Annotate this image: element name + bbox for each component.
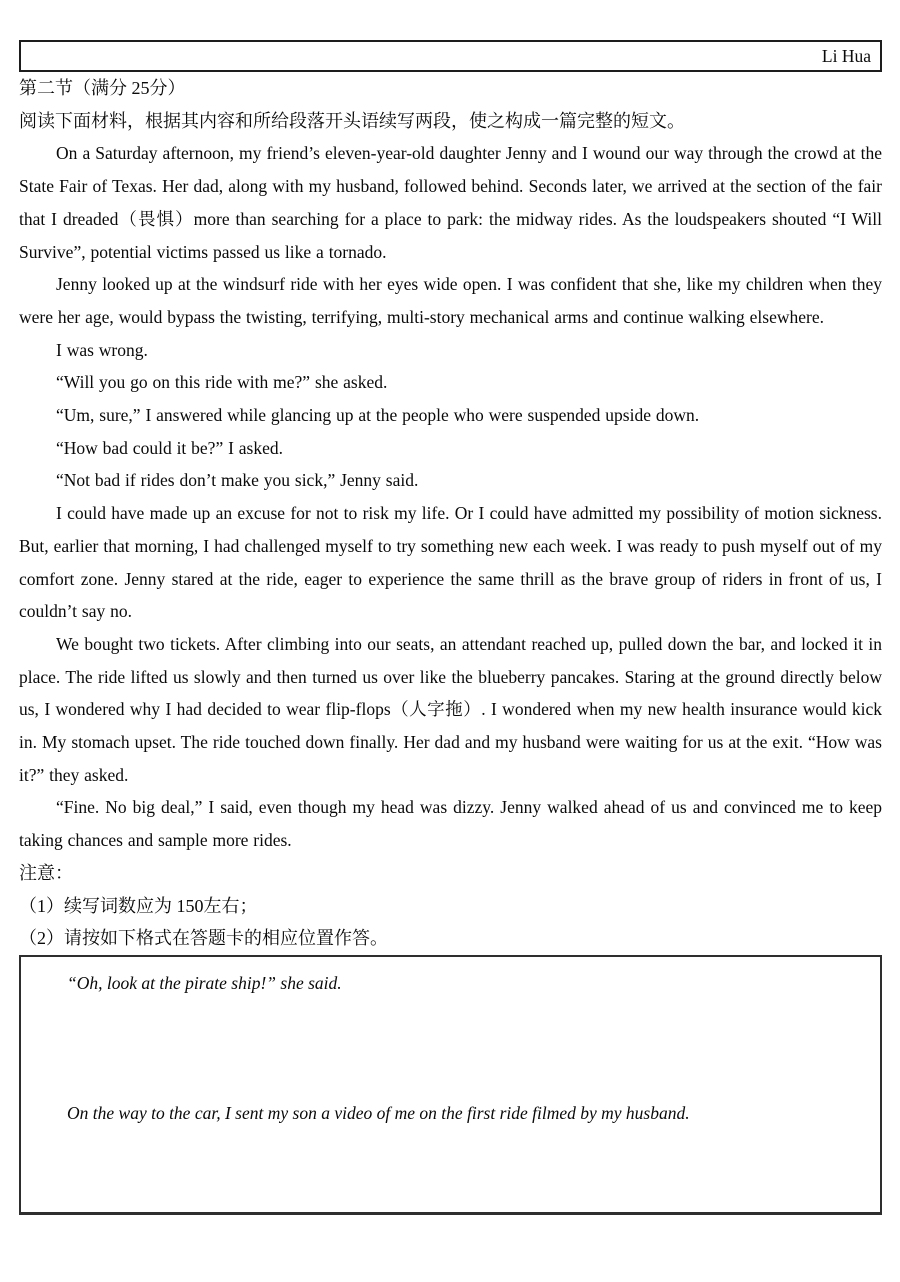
passage-paragraph: On a Saturday afternoon, my friend’s eleven-year-old daughter Jenny and I wound our way through the crowd at the State Fair of Texas. Her dad, along with my husband, followed behind. Seconds later, we arrived at the section of the fair that I dreaded（畏惧）more than searching for a place to park: the midway rides. As the loudspeakers shouted “I Will Survive”, potential victims passed us like a tornado. [19, 143, 882, 262]
passage-paragraph: “Um, sure,” I answered while glancing up at the people who were suspended upside down. [56, 405, 700, 426]
passage-paragraph: We bought two tickets. After climbing into our seats, an attendant reached up, pulled down the bar, and locked it in place. The ride lifted us slowly and then turned us over like the blueberry pancakes. Staring at the ground directly below us, I wondered why I had decided to wear flip-flops（人字拖）. I wondered when my new health insurance would kick in. My stomach upset. The ride touched down finally. Her dad and my husband were waiting for us at the exit. “How was it?” they asked. [19, 633, 882, 785]
notes-label: 注意： [19, 862, 73, 883]
passage-paragraph: I could have made up an excuse for not to risk my life. Or I could have admitted my possibility of motion sickness. But, earlier that morning, I had challenged myself to try something new each week. I was ready to push myself out of my comfort zone. Jenny stared at the ride, eager to experience the same thrill as the brave group of riders in front of us, I couldn’t say no. [19, 503, 882, 622]
answer-box-opening-1: “Oh, look at the pirate ship!” she said. [67, 972, 342, 993]
student-name: Li Hua [821, 45, 871, 66]
answer-box-opening-2: On the way to the car, I sent my son a video of me on the first ride filmed by my husband. [67, 1102, 690, 1123]
answer-box [19, 955, 882, 1215]
note-item-format: （2）请按如下格式在答题卡的相应位置作答。 [19, 928, 388, 949]
note-item-word-count: （1）续写词数应为 150左右； [19, 895, 258, 916]
passage-paragraph: “Fine. No big deal,” I said, even though my head was dizzy. Jenny walked ahead of us and convinced me to keep taking chances and sample more rides. [19, 797, 882, 851]
passage-paragraph: I was wrong. [56, 339, 148, 360]
passage-paragraph: “How bad could it be?” I asked. [56, 437, 284, 458]
passage-paragraph: “Will you go on this ride with me?” she asked. [56, 372, 388, 393]
instruction: 阅读下面材料，根据其内容和所给段落开头语续写两段，使之构成一篇完整的短文。 [19, 110, 685, 131]
section-title: 第二节（满分 25分） [19, 78, 186, 98]
passage-paragraph: “Not bad if rides don’t make you sick,” Jenny said. [56, 470, 419, 491]
name-box [19, 40, 882, 72]
passage-paragraph: Jenny looked up at the windsurf ride with her eyes wide open. I was confident that she, like my children when they were her age, would bypass the twisting, terrifying, multi-story mechanical arms and continue walking elsewhere. [19, 274, 882, 327]
